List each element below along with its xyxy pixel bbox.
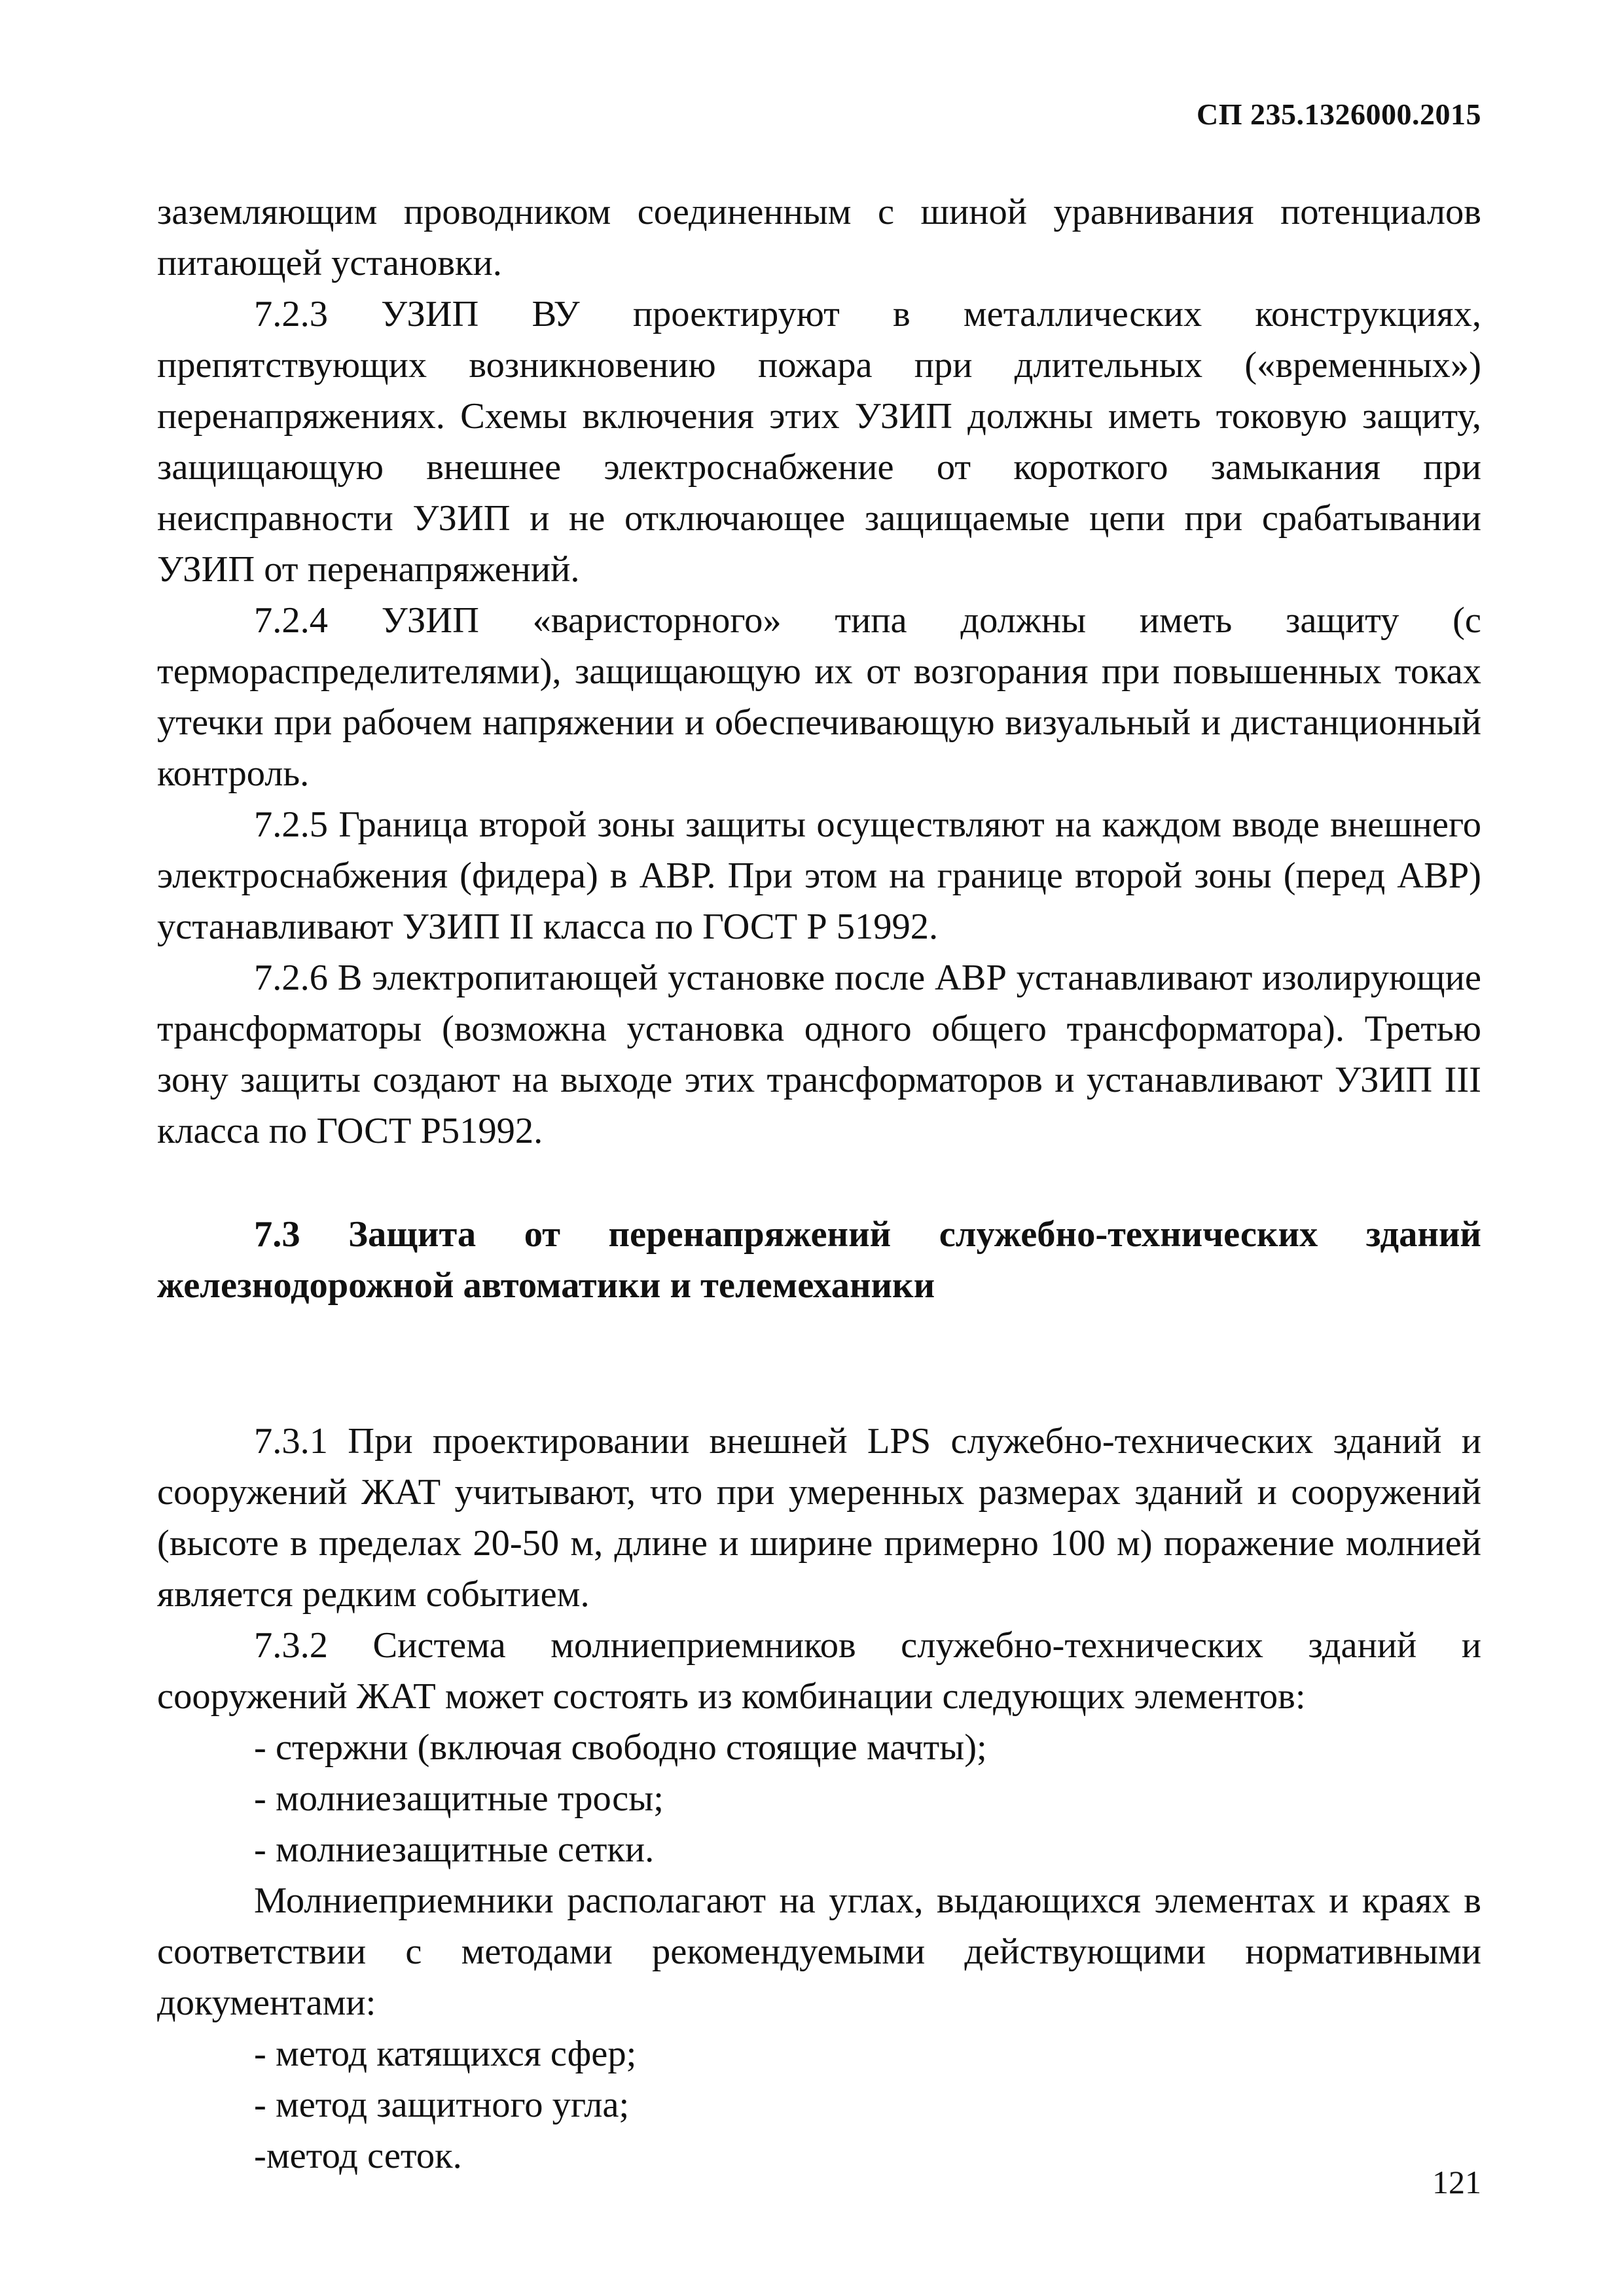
paragraph-7-2-5: 7.2.5 Граница второй зоны защиты осуществляют на каждом вводе внешнего электроснабжения (фидера) в АВР. При этом на границе второй зоны (перед АВР) устанавливают УЗИП II класса по ГОСТ Р 51992.	[157, 804, 1481, 947]
section-heading-7-3: 7.3 Защита от перенапряжений служебно-технических зданий железнодорожной автоматики и телемеханики	[157, 1214, 1481, 1306]
list-item: - метод защитного угла;	[254, 2085, 630, 2125]
list-item: - метод катящихся сфер;	[254, 2034, 637, 2074]
list-item: - молниезащитные тросы;	[254, 1778, 664, 1819]
paragraph-continuation: заземляющим проводником соединенным с шиной уравнивания потенциалов питающей установки.	[157, 192, 1481, 283]
page-number: 121	[1432, 2164, 1481, 2200]
list-item: -метод сеток.	[254, 2136, 462, 2176]
list-item: - молниезащитные сетки.	[254, 1829, 655, 1870]
paragraph-7-2-6: 7.2.6 В электропитающей установке после АВР устанавливают изолирующие трансформаторы (возможна установка одного общего трансформатора). Третью зону защиты создают на выходе этих трансформаторов и устанавливают УЗИП III класса по ГОСТ Р51992.	[157, 958, 1481, 1151]
document-code: СП 235.1326000.2015	[1197, 98, 1481, 131]
page-body	[157, 187, 1481, 2181]
list-item: - стержни (включая свободно стоящие мачты);	[254, 1727, 987, 1768]
paragraph-7-2-4: 7.2.4 УЗИП «варисторного» типа должны иметь защиту (с терморaспределителями), защищающую их от возгорания при повышенных токах утечки при рабочем напряжении и обеспечивающую визуальный и дистанционный контроль.	[157, 600, 1481, 794]
paragraph-placement: Молниеприемники располагают на углах, выдающихся элементах и краях в соответствии с методами рекомендуемыми действующими нормативными документами:	[157, 1880, 1481, 2023]
paragraph-7-2-3: 7.2.3 УЗИП ВУ проектируют в металлических конструкциях, препятствующих возникновению пожара при длительных («временных») перенапряжениях. Схемы включения этих УЗИП должны иметь токовую защиту, защищающую внешнее электроснабжение от короткого замыкания при неисправности УЗИП и не отключающее защищаемые цепи при срабатывании УЗИП от перенапряжений.	[157, 294, 1481, 590]
paragraph-7-3-1: 7.3.1 При проектировании внешней LPS служебно-технических зданий и сооружений ЖАТ учитывают, что при умеренных размерах зданий и сооружений (высоте в пределах 20-50 м, длине и ширине примерно 100 м) поражение молнией является редким событием.	[157, 1421, 1481, 1615]
paragraph-7-3-2: 7.3.2 Система молниеприемников служебно-технических зданий и сооружений ЖАТ может состоять из комбинации следующих элементов:	[157, 1625, 1481, 1717]
